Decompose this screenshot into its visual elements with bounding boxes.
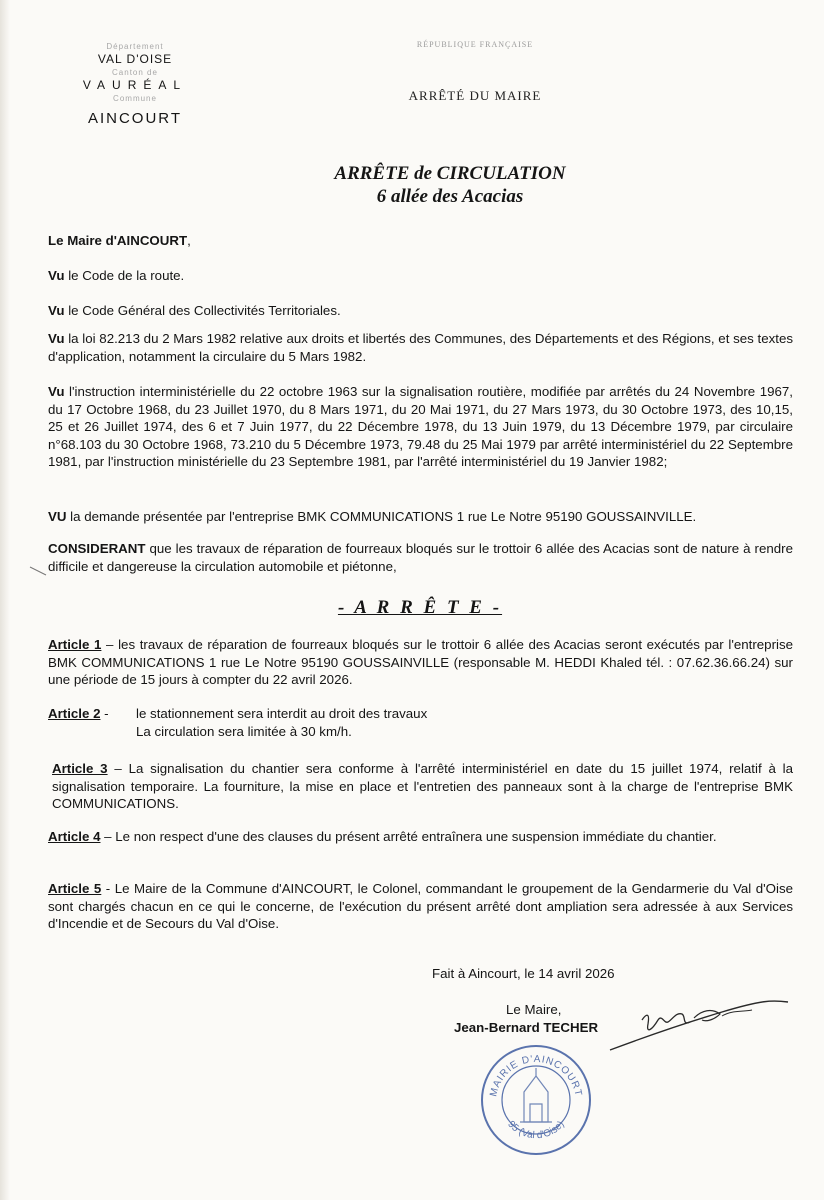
vu-paragraph-2 [48, 302, 793, 320]
vu-paragraph-3 [48, 330, 793, 365]
pen-mark-icon [28, 565, 48, 577]
article-5-label: Article 5 [48, 881, 102, 896]
seal-top-text: MAIRIE D'AINCOURT [488, 1053, 584, 1098]
article-5 [48, 880, 793, 933]
place-date: Fait à Aincourt, le 14 avril 2026 [432, 966, 615, 981]
article-3-label: Article 3 [52, 761, 108, 776]
mairie-seal-stamp [478, 1042, 594, 1158]
vu-text: l'instruction interministérielle du 22 octobre 1963 sur la signalisation routière, modifiée par arrêtés du 24 Novembre 1967, du 17 Octobre 1968, du 23 Juillet 1970, du 8 Mars 1971, du 20 Mai 1971, du 27 Mars 1973, du 30 Octobre 1973, des 10,15, 25 et 26 Juillet 1974, des 6 et 7 Juin 1977, du 22 Décembre 1978, du 13 Juin 1979, du 13 Décembre 1979, par circulaire n°68.103 du 30 Octobre 1968, 73.210 du 5 Décembre 1973, 79.48 du 25 Mai 1979 par arrêté interministériel du 22 Septembre 1981, par l'instruction ministérielle du 23 Septembre 1981, par l'arrêté interministériel du 19 Janvier 1982; [48, 384, 793, 469]
vu-paragraph-1 [48, 267, 793, 285]
commune-name: AINCOURT [87, 110, 183, 127]
considerant-label: CONSIDERANT [48, 541, 146, 556]
vu-text: la demande présentée par l'entreprise BMK COMMUNICATIONS 1 rue Le Notre 95190 GOUSSAINVILLE. [66, 509, 697, 524]
maire-comma: , [187, 233, 191, 248]
vu-paragraph-4 [48, 383, 793, 471]
signatory-title: Le Maire, [506, 1002, 562, 1017]
signatory-name: Jean-Bernard TECHER [454, 1020, 599, 1035]
vu-label: Vu [48, 384, 65, 399]
article-4-label: Article 4 [48, 829, 101, 844]
title-line-1: ARRÊTE de CIRCULATION [334, 163, 566, 184]
article-1 [48, 636, 793, 689]
vu-label: Vu [48, 331, 65, 346]
considerant-text: que les travaux de réparation de fourreaux bloqués sur le trottoir 6 allée des Acacias sont de nature à rendre difficile et dangereuse la circulation automobile et piétonne, [48, 541, 793, 574]
vu-label: Vu [48, 303, 65, 318]
article-2 [48, 705, 428, 739]
article-2-line-1: le stationnement sera interdit au droit des travaux [136, 706, 428, 721]
article-5-text: - Le Maire de la Commune d'AINCOURT, le Colonel, commandant le groupement de la Gendarmerie du Val d'Oise sont chargés chacun en ce qui le concerne, de l'exécution du présent arrêté dont ampliation sera adressée à aux Services d'Incendie et de Secours du Val d'Oise. [48, 881, 793, 931]
department-name: VAL D'OISE [97, 52, 173, 66]
article-1-text: – les travaux de réparation de fourreaux bloqués sur le trottoir 6 allée des Acacias seront exécutés par l'entreprise BMK COMMUNICATIONS 1 rue Le Notre 95190 GOUSSAINVILLE (responsable M. HEDDI Khaled tél. : 07.62.36.66.24) sur une période de 15 jours à compter du 22 avril 2026. [48, 637, 793, 687]
republic-label: RÉPUBLIQUE FRANÇAISE [416, 40, 534, 49]
vu-upper-label: VU [48, 509, 67, 524]
commune-small-label: Commune [113, 94, 157, 103]
canton-small-label: Canton de [112, 68, 158, 77]
article-4-text: – Le non respect d'une des clauses du présent arrêté entraînera une suspension immédiate du chantier. [100, 829, 717, 844]
article-1-label: Article 1 [48, 637, 102, 652]
canton-name: VAURÉAL [82, 78, 188, 92]
article-4 [48, 828, 793, 846]
article-3-text: – La signalisation du chantier sera conforme à l'arrêté interministériel en date du 15 juillet 1974, relatif à la signalisation temporaire. La fourniture, la mise en place et l'entretien des panneaux sont à la charge de l'entreprise BMK COMMUNICATIONS. [52, 761, 793, 811]
paper-edge-shadow [0, 0, 10, 1200]
arrete-du-maire-label: ARRÊTÉ DU MAIRE [408, 88, 542, 103]
title-line-2: 6 allée des Acacias [376, 186, 524, 207]
municipal-header [60, 42, 210, 126]
maire-label: Le Maire d'AINCOURT [48, 233, 188, 248]
handwritten-signature [602, 990, 792, 1060]
document-title [240, 162, 660, 208]
vu-label: Vu [48, 268, 65, 283]
article-2-dash: - [100, 706, 109, 721]
considerant-paragraph [48, 540, 793, 575]
vu-text: le Code de la route. [64, 268, 185, 283]
article-2-label: Article 2 [48, 706, 101, 721]
department-small-label: Département [106, 42, 164, 51]
vu-text: le Code Général des Collectivités Territoriales. [64, 303, 341, 318]
vu-paragraph-5 [48, 508, 793, 526]
article-2-lines [136, 705, 556, 740]
vu-text: la loi 82.213 du 2 Mars 1982 relative aux droits et libertés des Communes, des Départements et des Régions, et ses textes d'application, notamment la circulaire du 5 Mars 1982. [48, 331, 793, 364]
arrete-heading: - A R R Ê T E - [337, 597, 503, 618]
maire-line [48, 232, 793, 250]
article-2-line-2: La circulation sera limitée à 30 km/h. [136, 723, 352, 739]
article-3 [52, 760, 793, 813]
seal-bottom-text: 95 (Val d'Oise) [505, 1118, 567, 1142]
